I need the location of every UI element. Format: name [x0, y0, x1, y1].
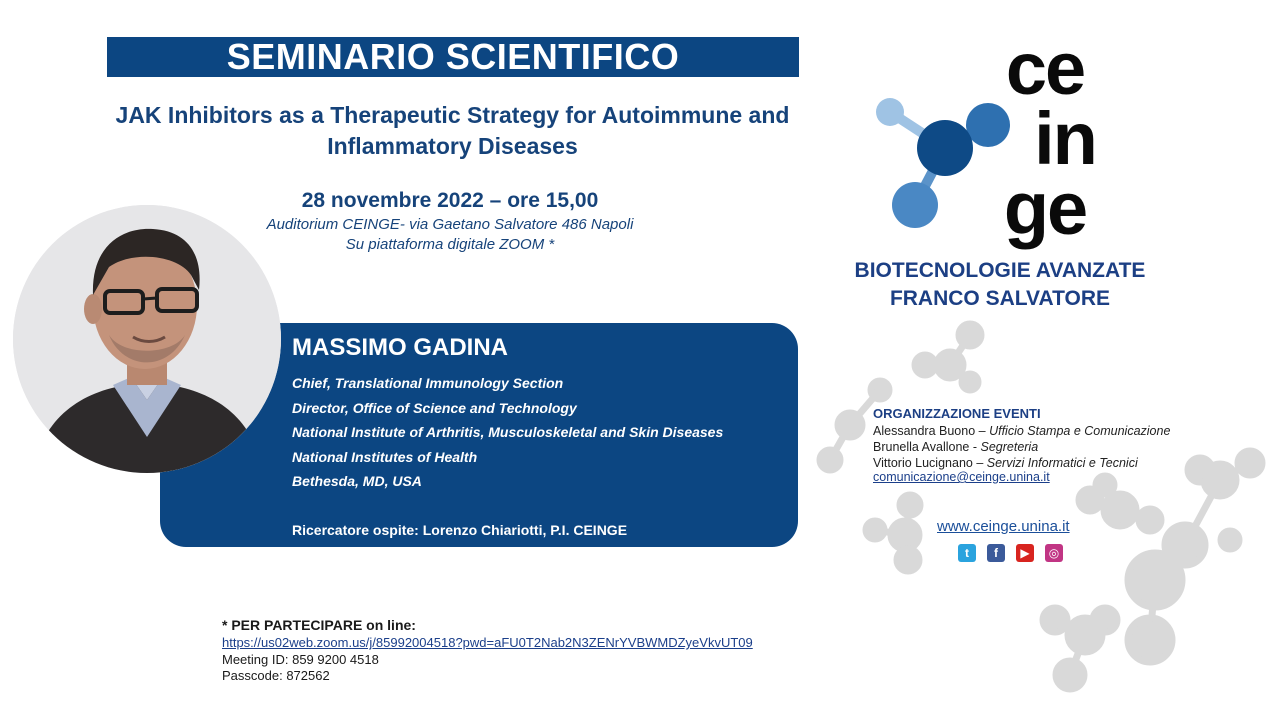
organizer-name: Vittorio Lucignano –: [873, 456, 987, 470]
zoom-passcode: Passcode: 872562: [222, 668, 330, 683]
organizer-entry: [873, 439, 1038, 455]
zoom-participation-title: * PER PARTECIPARE on line:: [222, 617, 416, 633]
speaker-role: National Institute of Arthritis, Musculoskeletal and Skin Diseases: [292, 424, 724, 440]
seminar-title: SEMINARIO SCIENTIFICO: [107, 37, 799, 77]
seminar-subtitle: JAK Inhibitors as a Therapeutic Strategy for Autoimmune and Inflammatory Diseases: [115, 102, 790, 159]
zoom-link[interactable]: https://us02web.zoom.us/j/85992004518?pwd=aFU0T2Nab2N3ZENrYVBWMDZyeVkvUT09: [222, 635, 753, 650]
logo-line: ge: [1003, 167, 1087, 250]
organizer-name: Brunella Avallone -: [873, 440, 981, 454]
logo-line: ce: [1005, 27, 1085, 110]
ceinge-logo-text: [945, 27, 1145, 250]
speaker-role: Chief, Translational Immunology Section: [292, 375, 564, 391]
speaker-role: Director, Office of Science and Technology: [292, 400, 577, 416]
organizer-entry: [873, 423, 1170, 439]
organizer-entry: [873, 455, 1138, 471]
contact-email-link[interactable]: comunicazione@ceinge.unina.it: [873, 470, 1050, 484]
speaker-role: National Institutes of Health: [292, 449, 478, 465]
organizer-role: Servizi Informatici e Tecnici: [986, 456, 1138, 470]
background-molecule-decoration: [790, 320, 1270, 710]
youtube-icon[interactable]: ▶: [1016, 544, 1034, 562]
twitter-icon[interactable]: t: [958, 544, 976, 562]
instagram-icon[interactable]: ◎: [1045, 544, 1063, 562]
event-venue: Auditorium CEINGE- via Gaetano Salvatore 486 Napoli: [266, 216, 634, 233]
event-date: 28 novembre 2022 – ore 15,00: [301, 189, 599, 212]
facebook-icon[interactable]: f: [987, 544, 1005, 562]
organization-title: ORGANIZZAZIONE EVENTI: [873, 406, 1041, 421]
logo-subtitle: FRANCO SALVATORE: [889, 287, 1111, 310]
zoom-meeting-id: Meeting ID: 859 9200 4518: [222, 652, 379, 667]
event-platform: Su piattaforma digitale ZOOM *: [345, 236, 555, 253]
guest-researcher: Ricercatore ospite: Lorenzo Chiariotti, P.I. CEINGE: [292, 522, 628, 538]
organizer-role: Ufficio Stampa e Comunicazione: [989, 424, 1171, 438]
organizer-name: Alessandra Buono –: [873, 424, 990, 438]
website-link[interactable]: www.ceinge.unina.it: [937, 518, 1070, 535]
speaker-role: Bethesda, MD, USA: [292, 473, 422, 489]
organizer-role: Segreteria: [980, 440, 1039, 454]
logo-line: in: [1034, 97, 1096, 180]
speaker-photo: [13, 205, 281, 473]
speaker-name: MASSIMO GADINA: [292, 334, 508, 361]
logo-subtitle: BIOTECNOLOGIE AVANZATE: [854, 259, 1146, 282]
